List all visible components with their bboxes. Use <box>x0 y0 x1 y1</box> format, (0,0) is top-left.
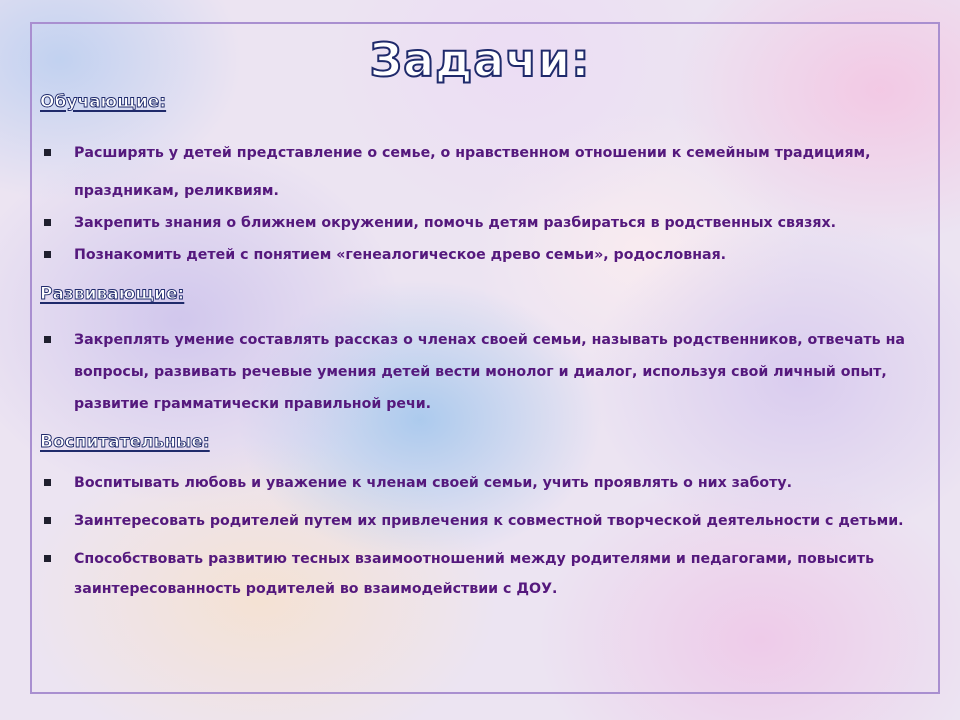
list-item-text: Заинтересовать родителей путем их привлечения к совместной творческой деятельности с детьми. <box>74 513 904 529</box>
section-developmental <box>40 282 920 420</box>
list-item-text: Познакомить детей с понятием «генеалогическое древо семьи», родословная. <box>74 247 727 263</box>
square-bullet-icon <box>44 555 51 562</box>
list-item-text: Расширять у детей представление о семье, о нравственном отношении к семейным традициям, праздникам, реликвиям. <box>74 145 871 199</box>
list-item <box>40 324 920 420</box>
bullet-list <box>40 324 920 420</box>
square-bullet-icon <box>44 336 51 343</box>
section-educational <box>40 90 920 274</box>
slide-title: Задачи: <box>369 33 591 87</box>
square-bullet-icon <box>44 517 51 524</box>
square-bullet-icon <box>44 479 51 486</box>
section-upbringing <box>40 430 920 612</box>
bullet-list <box>40 468 920 604</box>
list-item <box>40 506 920 536</box>
list-item-text: Воспитывать любовь и уважение к членам своей семьи, учить проявлять о них заботу. <box>74 475 792 491</box>
list-item <box>40 236 920 274</box>
section-heading: Развивающие: <box>40 284 185 304</box>
list-item-text: Способствовать развитию тесных взаимоотношений между родителями и педагогами, повысить заинтересованность родителей во взаимодействии с ДОУ. <box>74 551 875 597</box>
list-item-text: Закреплять умение составлять рассказ о членах своей семьи, называть родственников, отвечать на вопросы, развивать речевые умения детей вести монолог и диалог, используя свой личный опыт, развитие грамматически правильной речи. <box>74 332 905 412</box>
square-bullet-icon <box>44 219 51 226</box>
list-item <box>40 468 920 498</box>
square-bullet-icon <box>44 251 51 258</box>
section-heading: Обучающие: <box>40 92 167 112</box>
bullet-list <box>40 134 920 274</box>
list-item <box>40 134 920 210</box>
square-bullet-icon <box>44 149 51 156</box>
list-item-text: Закрепить знания о ближнем окружении, помочь детям разбираться в родственных связях. <box>74 215 837 231</box>
section-heading: Воспитательные: <box>40 432 210 452</box>
list-item <box>40 544 920 604</box>
